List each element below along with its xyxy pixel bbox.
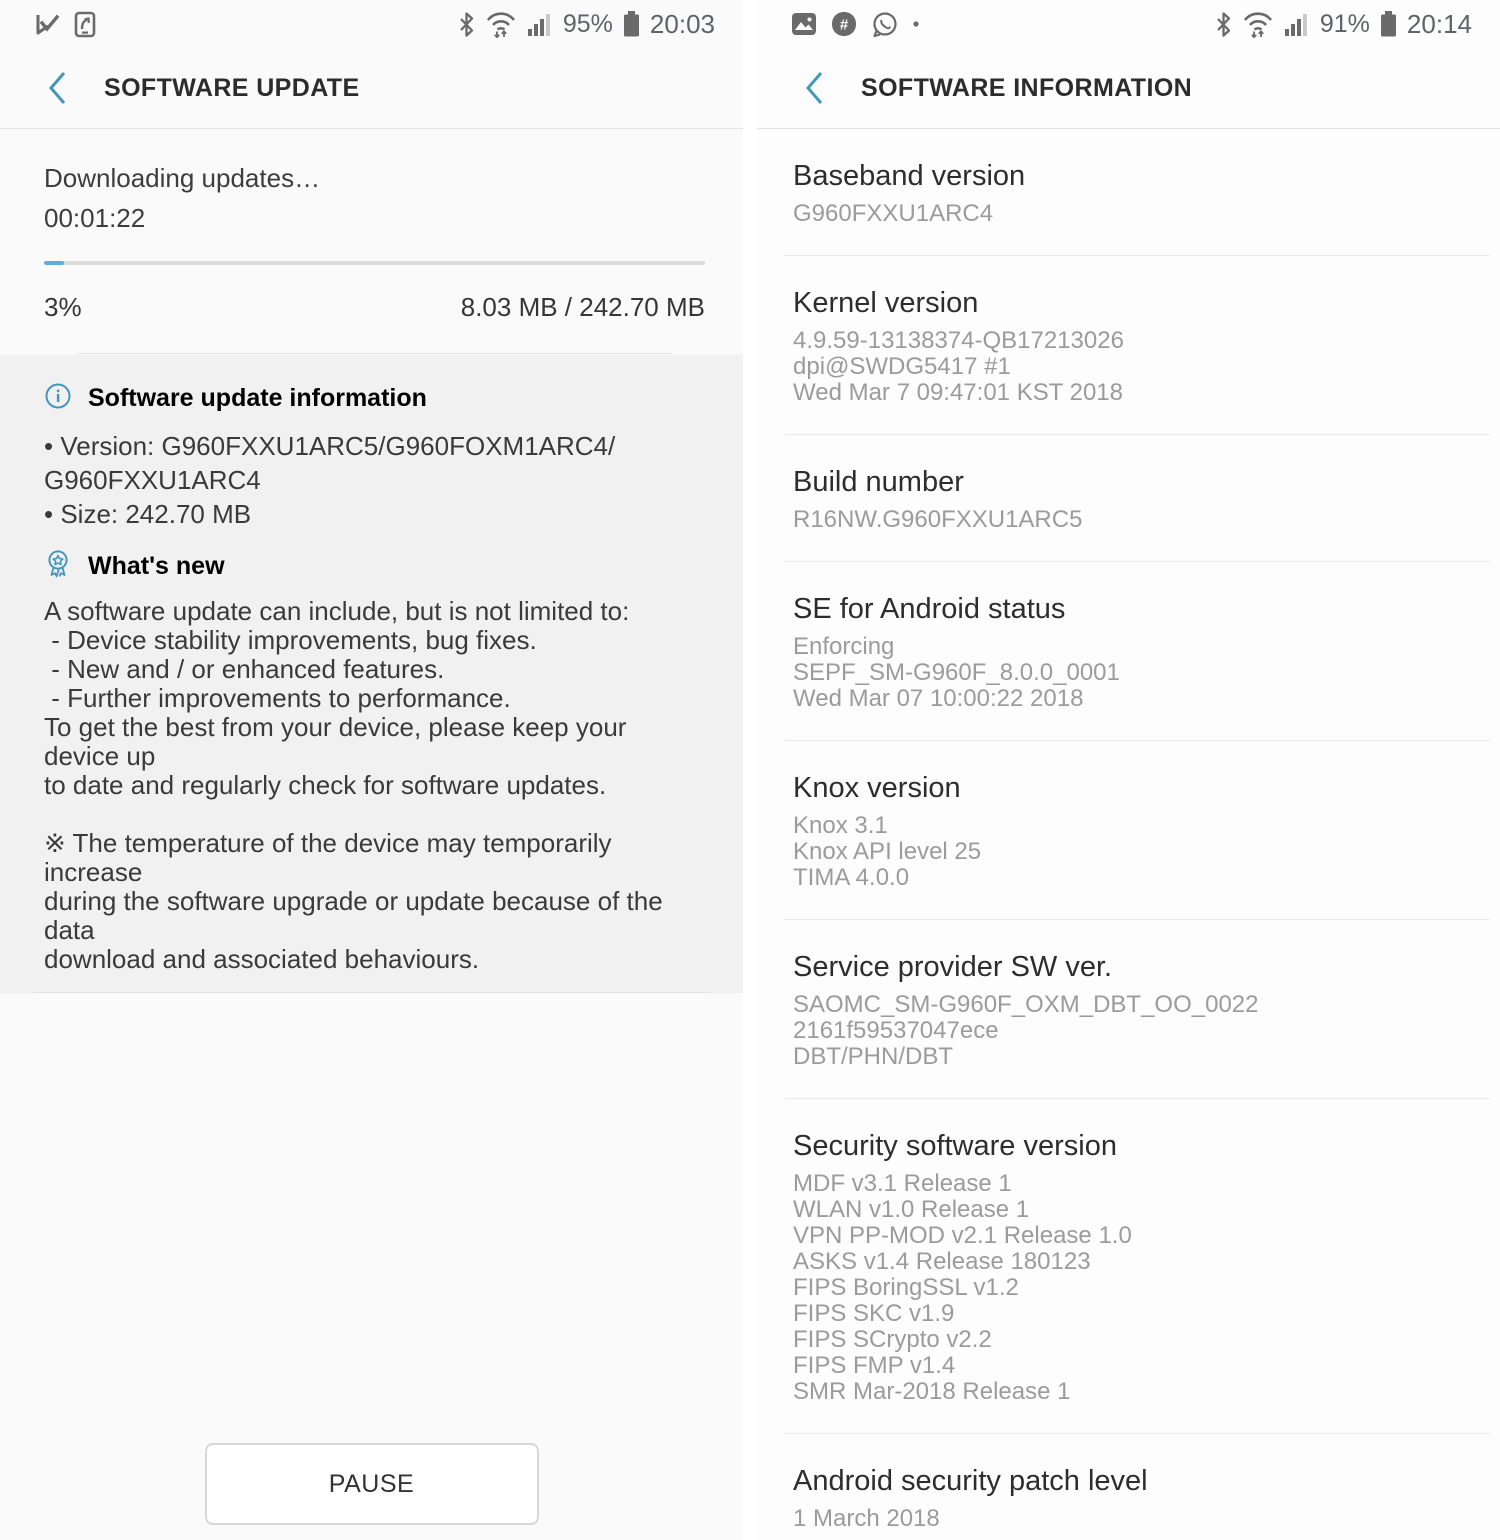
whats-new-header bbox=[44, 549, 705, 583]
section-lines bbox=[793, 328, 1488, 406]
info-section bbox=[757, 1099, 1500, 1433]
svg-text:#: # bbox=[839, 16, 849, 34]
wifi-icon bbox=[1241, 11, 1275, 38]
whats-new-body bbox=[44, 597, 705, 974]
whats-new-line: - New and / or enhanced features. bbox=[44, 654, 445, 684]
section-line: Wed Mar 07 10:00:22 2018 bbox=[793, 685, 1084, 712]
update-info-header bbox=[44, 381, 705, 415]
section-line: FIPS BoringSSL v1.2 bbox=[793, 1274, 1019, 1301]
award-icon bbox=[44, 549, 72, 584]
section-line: TIMA 4.0.0 bbox=[793, 864, 910, 891]
gallery-icon bbox=[791, 11, 817, 37]
section-line: SMR Mar-2018 Release 1 bbox=[793, 1378, 1071, 1405]
section-line: Enforcing bbox=[793, 633, 895, 660]
info-section bbox=[757, 562, 1500, 740]
signal-icon bbox=[528, 11, 553, 37]
download-status-text: Downloading updates… bbox=[44, 163, 321, 193]
update-info-lines bbox=[44, 429, 705, 531]
progress-fill bbox=[44, 261, 64, 265]
info-section bbox=[757, 129, 1500, 255]
wifi-icon bbox=[484, 11, 518, 38]
update-info-title: Software update information bbox=[88, 383, 427, 412]
section-lines bbox=[793, 201, 1488, 227]
section-line: MDF v3.1 Release 1 bbox=[793, 1170, 1012, 1197]
section-lines bbox=[793, 1506, 1488, 1532]
download-percent: 3% bbox=[44, 292, 82, 322]
download-size: 8.03 MB / 242.70 MB bbox=[460, 292, 705, 322]
status-time: 20:14 bbox=[1406, 8, 1472, 39]
header-software-information bbox=[757, 48, 1500, 129]
battery-icon bbox=[623, 10, 640, 38]
section-title: Baseband version bbox=[793, 160, 1026, 192]
signal-icon bbox=[1285, 11, 1310, 37]
section-line: SEPF_SM-G960F_8.0.0_0001 bbox=[793, 659, 1120, 686]
section-lines bbox=[793, 992, 1488, 1070]
section-title: Security software version bbox=[793, 1130, 1117, 1162]
section-line: Knox 3.1 bbox=[793, 812, 888, 839]
update-info-line: • Version: G960FXXU1ARC5/G960FOXM1ARC4/ bbox=[44, 431, 616, 461]
download-panel bbox=[0, 163, 743, 354]
update-info-line: • Size: 242.70 MB bbox=[44, 499, 252, 529]
section-line: DBT/PHN/DBT bbox=[793, 1043, 954, 1070]
section-line: SAOMC_SM-G960F_OXM_DBT_OO_0022 bbox=[793, 991, 1259, 1018]
whats-new-line: - Further improvements to performance. bbox=[44, 683, 511, 713]
play-update-icon bbox=[34, 11, 60, 37]
update-info-box bbox=[0, 355, 743, 993]
info-section bbox=[757, 1434, 1500, 1540]
divider bbox=[33, 992, 710, 993]
update-info-line: G960FXXU1ARC4 bbox=[44, 465, 261, 495]
section-line: FIPS SCrypto v2.2 bbox=[793, 1326, 992, 1353]
device-update-icon bbox=[74, 11, 96, 38]
section-line: VPN PP-MOD v2.1 Release 1.0 bbox=[793, 1222, 1132, 1249]
section-title: Service provider SW ver. bbox=[793, 951, 1113, 983]
section-lines bbox=[793, 1171, 1488, 1405]
status-bar-left bbox=[0, 0, 743, 48]
section-line: 1 March 2018 bbox=[793, 1505, 940, 1532]
whats-new-line: - Device stability improvements, bug fixes. bbox=[44, 625, 537, 655]
section-title: Kernel version bbox=[793, 287, 979, 319]
back-button[interactable] bbox=[44, 70, 70, 106]
bluetooth-icon bbox=[1216, 11, 1231, 38]
section-title: SE for Android status bbox=[793, 593, 1066, 625]
software-update-screen bbox=[0, 0, 743, 1540]
battery-percent: 91% bbox=[1319, 9, 1370, 38]
section-line: FIPS SKC v1.9 bbox=[793, 1300, 955, 1327]
section-line: R16NW.G960FXXU1ARC5 bbox=[793, 506, 1083, 533]
section-lines bbox=[793, 507, 1488, 533]
whats-new-line: to date and regularly check for software updates. bbox=[44, 770, 607, 800]
section-line: WLAN v1.0 Release 1 bbox=[793, 1196, 1030, 1223]
divider bbox=[77, 353, 672, 354]
section-line: 4.9.59-13138374-QB17213026 bbox=[793, 327, 1124, 354]
info-section bbox=[757, 435, 1500, 561]
section-line: G960FXXU1ARC4 bbox=[793, 200, 994, 227]
hash-icon bbox=[831, 11, 857, 37]
info-icon bbox=[44, 382, 72, 415]
screens-gap bbox=[743, 0, 757, 1540]
bluetooth-icon bbox=[459, 11, 474, 38]
whats-new-line: during the software upgrade or update because of the data bbox=[44, 886, 670, 945]
section-lines bbox=[793, 813, 1488, 891]
more-dot-icon bbox=[912, 20, 920, 28]
download-elapsed-time: 00:01:22 bbox=[44, 203, 146, 233]
section-lines bbox=[793, 634, 1488, 712]
section-line: 2161f59537047ece bbox=[793, 1017, 999, 1044]
battery-icon bbox=[1380, 10, 1397, 38]
info-section bbox=[757, 920, 1500, 1098]
section-title: Knox version bbox=[793, 772, 961, 804]
page-title: SOFTWARE UPDATE bbox=[104, 73, 360, 102]
whats-new-line bbox=[44, 800, 705, 829]
info-section bbox=[757, 256, 1500, 434]
status-time: 20:03 bbox=[649, 8, 715, 39]
section-title: Build number bbox=[793, 466, 964, 498]
section-line: ASKS v1.4 Release 180123 bbox=[793, 1248, 1091, 1275]
software-info-sections bbox=[757, 129, 1500, 1540]
whatsapp-icon bbox=[871, 11, 898, 38]
status-bar-right bbox=[757, 0, 1500, 48]
section-line: Knox API level 25 bbox=[793, 838, 982, 865]
software-information-screen bbox=[757, 0, 1500, 1540]
pause-button[interactable]: PAUSE bbox=[205, 1443, 539, 1525]
info-section bbox=[757, 741, 1500, 919]
download-progress-bar bbox=[44, 261, 705, 265]
battery-percent: 95% bbox=[562, 9, 613, 38]
section-line: FIPS FMP v1.4 bbox=[793, 1352, 956, 1379]
section-title: Android security patch level bbox=[793, 1465, 1148, 1497]
section-line: Wed Mar 7 09:47:01 KST 2018 bbox=[793, 379, 1123, 406]
whats-new-line: A software update can include, but is not limited to: bbox=[44, 596, 630, 626]
page-title: SOFTWARE INFORMATION bbox=[861, 73, 1193, 102]
whats-new-line: To get the best from your device, please keep your device up bbox=[44, 712, 634, 771]
whats-new-line: ※ The temperature of the device may temporarily increase bbox=[44, 828, 619, 887]
header-software-update bbox=[0, 48, 743, 129]
whats-new-line: download and associated behaviours. bbox=[44, 944, 480, 974]
back-button[interactable] bbox=[801, 70, 827, 106]
section-line: dpi@SWDG5417 #1 bbox=[793, 353, 1011, 380]
whats-new-title: What's new bbox=[88, 551, 225, 580]
